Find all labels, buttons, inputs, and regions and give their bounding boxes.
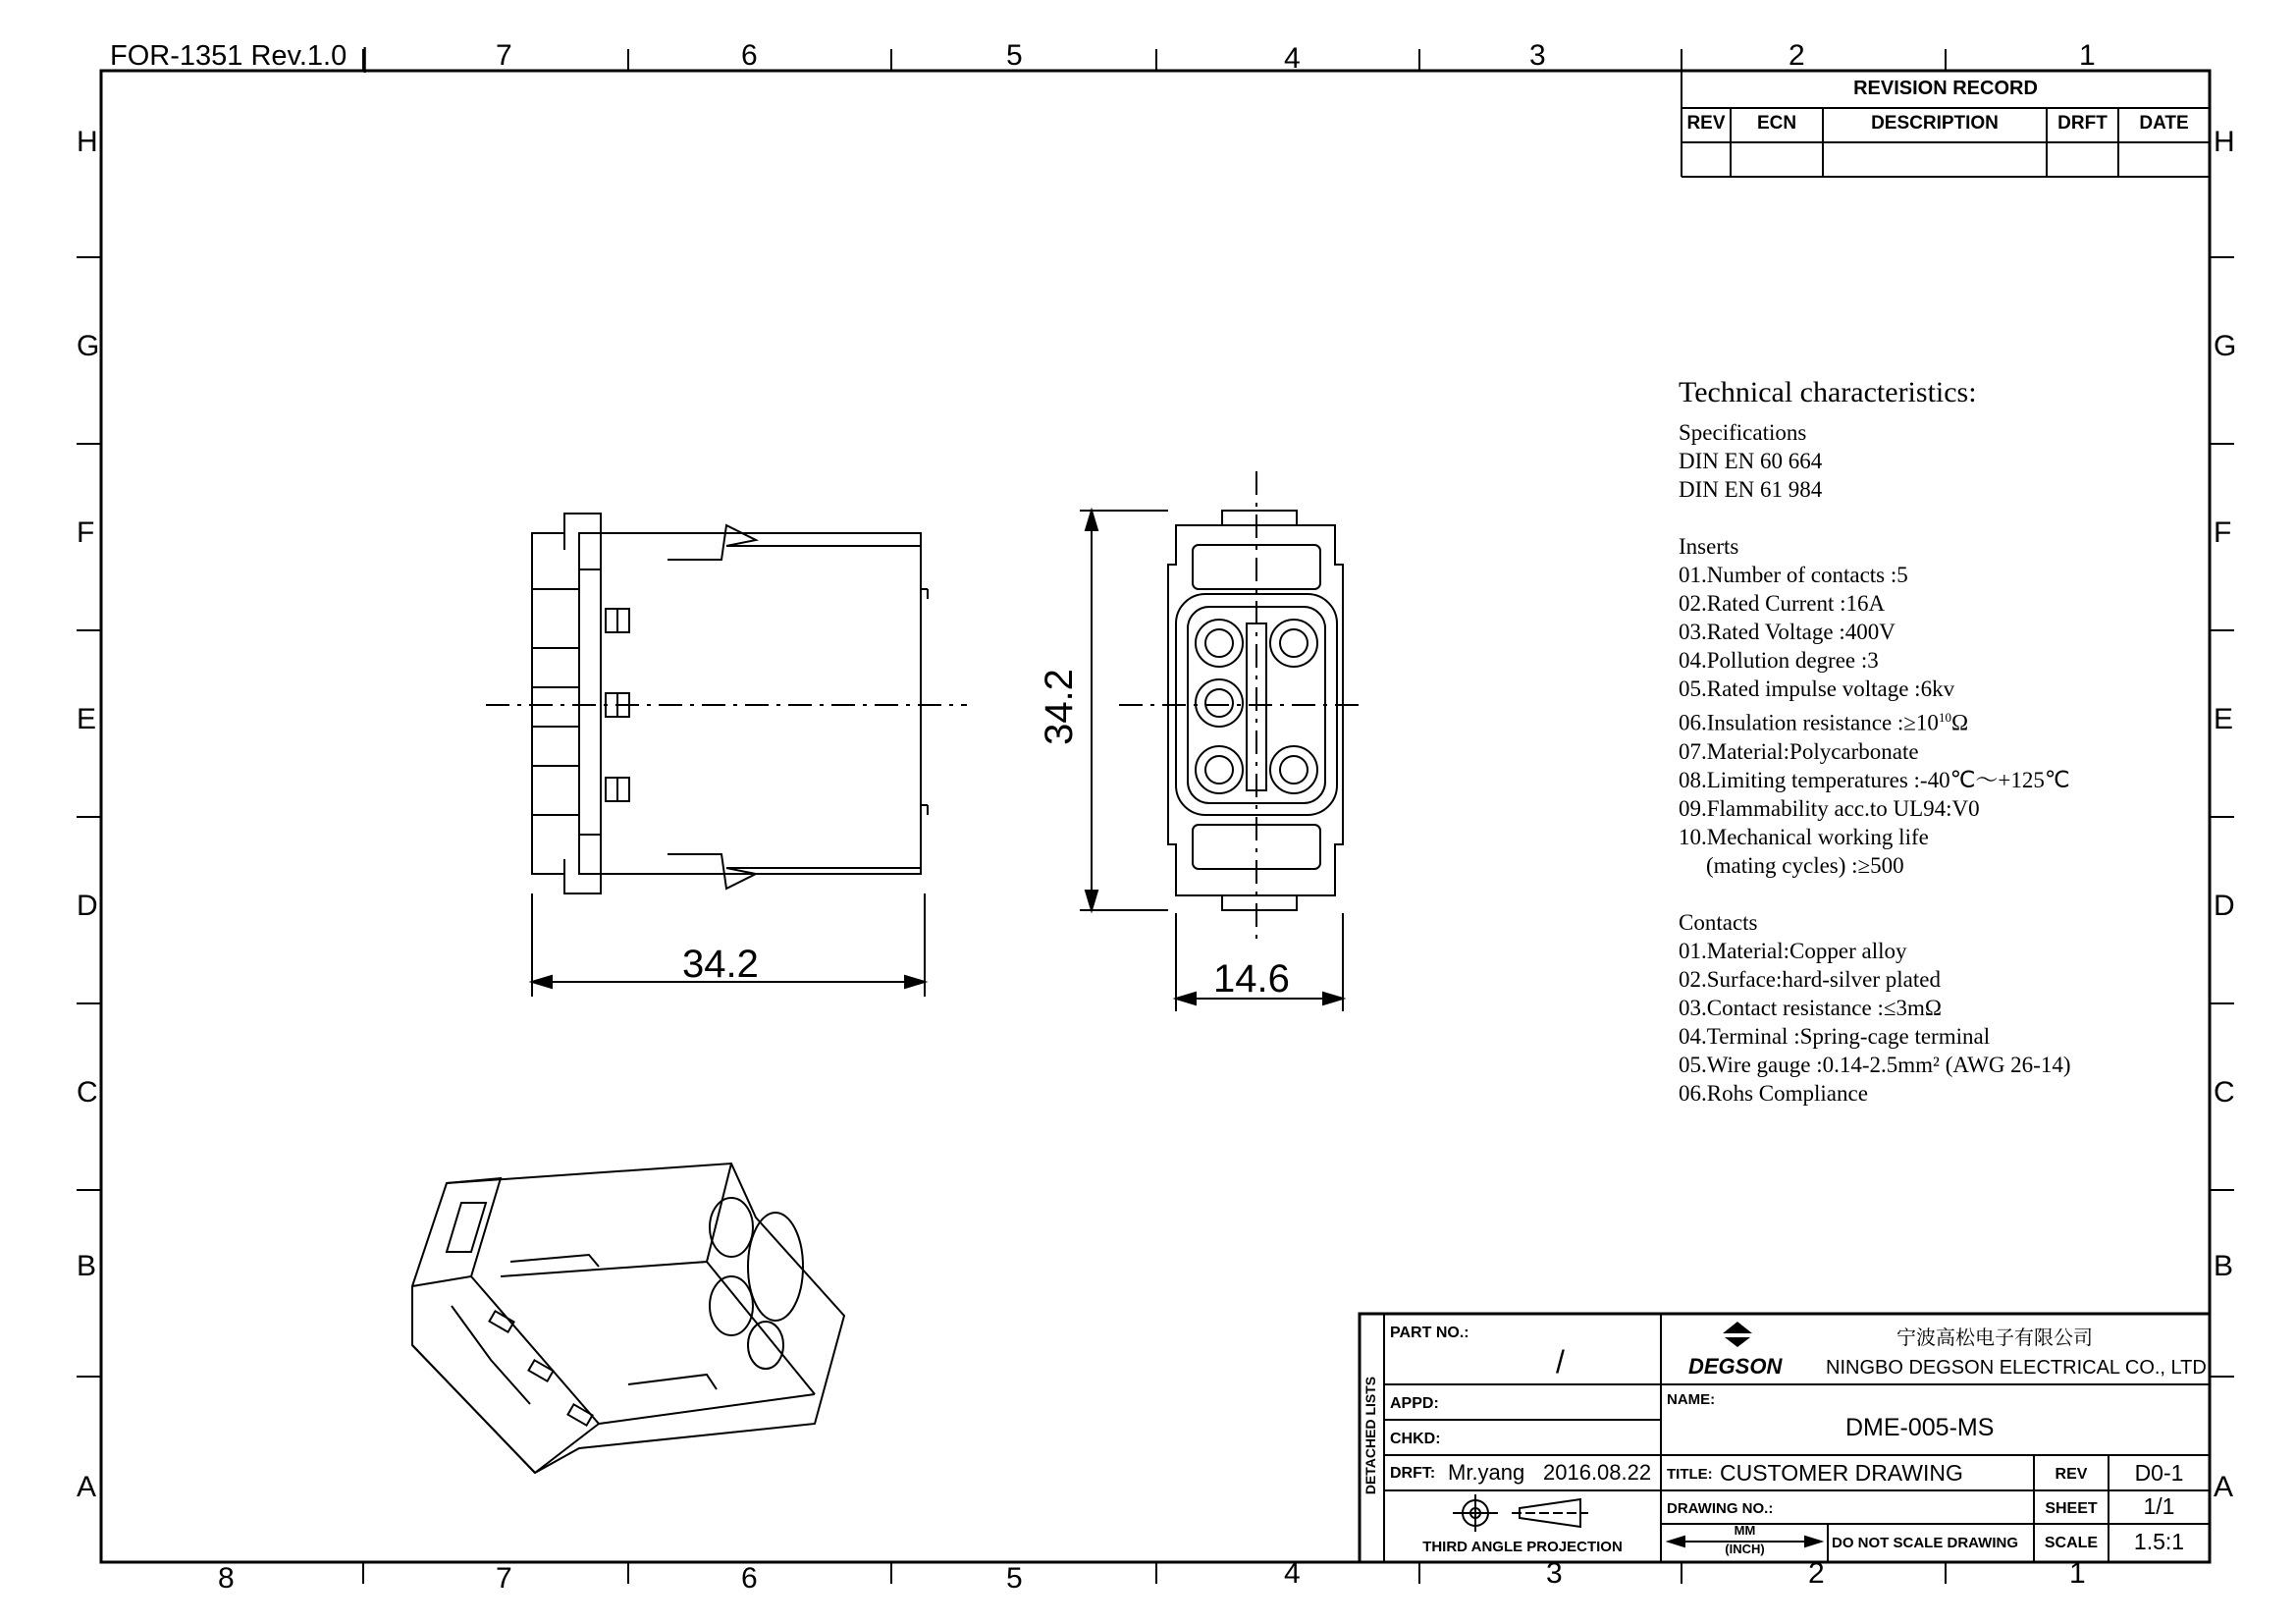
insulation-text: 06.Insulation resistance :≥10 (1679, 710, 1939, 735)
company-name-cn: 宁波高松电子有限公司 (1896, 1327, 2093, 1349)
contact-item: 05.Wire gauge :0.14-2.5mm² (AWG 26-14) (1679, 1052, 2071, 1077)
front-view (1119, 471, 1364, 943)
specifications-heading: Specifications (1679, 420, 1807, 445)
technical-characteristics (1679, 373, 2071, 1108)
units-inch: (INCH) (1725, 1542, 1765, 1556)
zone-row-right-E: E (2214, 703, 2234, 735)
zone-col-bottom-3: 3 (1546, 1557, 1563, 1590)
scale-value: 1.5:1 (2133, 1529, 2185, 1554)
zone-col-top-1: 1 (2079, 39, 2096, 72)
zone-row-left-F: F (77, 516, 95, 549)
zone-col-top-3: 3 (1529, 39, 1546, 72)
zone-row-right-G: G (2214, 330, 2237, 362)
projection-label: THIRD ANGLE PROJECTION (1422, 1539, 1623, 1555)
brand-name: DEGSON (1688, 1354, 1783, 1379)
insert-item: 05.Rated impulse voltage :6kv (1679, 677, 1955, 701)
sheet-label: SHEET (2045, 1500, 2098, 1517)
contact-item: 06.Rohs Compliance (1679, 1080, 1868, 1106)
units-mm: MM (1734, 1523, 1756, 1538)
zone-row-left-C: C (77, 1076, 98, 1109)
zone-row-right-H: H (2214, 126, 2235, 158)
insulation-exponent: 10 (1938, 710, 1951, 725)
zone-row-right-F: F (2214, 516, 2232, 549)
drft-date: 2016.08.22 (1543, 1460, 1652, 1485)
part-no-value: / (1556, 1344, 1565, 1380)
name-value: DME-005-MS (1845, 1414, 1995, 1441)
zone-col-top-6: 6 (741, 39, 758, 72)
zone-col-bottom-2: 2 (1808, 1557, 1825, 1590)
rev-header-description: DESCRIPTION (1871, 113, 1999, 134)
insert-item: 01.Number of contacts :5 (1679, 563, 1908, 587)
insulation-unit: Ω (1950, 710, 1969, 735)
rev-value: D0-1 (2134, 1460, 2184, 1486)
zone-row-right-B: B (2214, 1250, 2234, 1282)
zone-col-bottom-5: 5 (1006, 1562, 1023, 1595)
insert-item: 03.Rated Voltage :400V (1679, 620, 1896, 644)
rev-header-ecn: ECN (1756, 113, 1797, 134)
zone-col-bottom-6: 6 (741, 1562, 758, 1595)
do-not-scale-label: DO NOT SCALE DRAWING (1832, 1535, 2018, 1551)
zone-row-left-A: A (77, 1471, 97, 1503)
third-angle-projection-icon (1453, 1494, 1588, 1532)
contact-item: 04.Terminal :Spring-cage terminal (1679, 1023, 1991, 1049)
rev-header-drft: DRFT (2057, 113, 2108, 134)
zone-row-left-D: D (77, 890, 98, 922)
insert-item: 10.Mechanical working life (1679, 824, 1929, 849)
insert-item: 09.Flammability acc.to UL94:V0 (1679, 795, 1980, 821)
title-block-grid (1360, 1314, 2210, 1562)
rev-label: REV (2055, 1466, 2088, 1483)
sheet-value: 1/1 (2143, 1493, 2175, 1519)
rev-header-date: DATE (2139, 113, 2189, 134)
chkd-label: CHKD: (1390, 1431, 1441, 1447)
name-label: NAME: (1667, 1391, 1716, 1408)
zone-col-bottom-7: 7 (496, 1562, 512, 1595)
zone-row-left-H: H (77, 126, 98, 158)
zone-row-right-D: D (2214, 890, 2235, 922)
spec-item: DIN EN 60 664 (1679, 449, 1823, 473)
scale-label: SCALE (2044, 1535, 2099, 1551)
zone-col-top-7: 7 (496, 39, 512, 72)
contacts-section (1679, 908, 2071, 1108)
contacts-heading: Contacts (1679, 909, 1758, 935)
side-view (486, 514, 967, 893)
zone-row-right-A: A (2214, 1471, 2234, 1503)
contact-item: 03.Contact resistance :≤3mΩ (1679, 995, 1942, 1020)
zone-col-bottom-1: 1 (2069, 1557, 2086, 1590)
appd-label: APPD: (1390, 1395, 1439, 1412)
revision-record-title: REVISION RECORD (1853, 78, 2038, 99)
isometric-view (412, 1164, 844, 1473)
insert-item: 04.Pollution degree :3 (1679, 648, 1879, 673)
insert-item: 02.Rated Current :16A (1679, 591, 1886, 616)
insert-item: (mating cycles) :≥500 (1706, 852, 1904, 878)
zone-col-top-2: 2 (1789, 39, 1805, 72)
zone-col-top-4: 4 (1284, 42, 1301, 75)
drft-name: Mr.yang (1448, 1460, 1525, 1485)
form-id-divider: | (361, 42, 369, 73)
detached-lists-label: DETACHED LISTS (1362, 1376, 1378, 1495)
zone-col-bottom-4: 4 (1284, 1557, 1301, 1590)
spec-item: DIN EN 61 984 (1679, 477, 1823, 502)
zone-col-top-5: 5 (1006, 39, 1023, 72)
part-no-label: PART NO.: (1390, 1325, 1469, 1341)
title-label: TITLE: (1667, 1466, 1713, 1483)
company-name-en: NINGBO DEGSON ELECTRICAL CO., LTD (1826, 1357, 2207, 1379)
specifications-section (1679, 418, 2071, 504)
insert-item: 07.Material:Polycarbonate (1679, 738, 1919, 764)
rev-header-rev: REV (1686, 113, 1726, 134)
front-width-dimension-label: 14.6 (1213, 957, 1290, 1001)
insert-item: 08.Limiting temperatures :-40℃～+125℃ (1679, 767, 2070, 792)
side-width-dimension-label: 34.2 (682, 943, 759, 986)
title-value: CUSTOMER DRAWING (1720, 1460, 1963, 1486)
form-id: FOR-1351 Rev.1.0 (110, 40, 347, 72)
insert-item-insulation (1679, 703, 2071, 737)
drft-label: DRFT: (1390, 1465, 1436, 1482)
drawing-no-label: DRAWING NO.: (1667, 1500, 1774, 1517)
zone-row-left-E: E (77, 703, 97, 735)
front-height-dimension-label: 34.2 (1037, 669, 1081, 745)
contact-item: 01.Material:Copper alloy (1679, 938, 1907, 963)
inserts-heading: Inserts (1679, 534, 1739, 559)
zone-row-left-G: G (77, 330, 100, 362)
contact-item: 02.Surface:hard-silver plated (1679, 966, 1941, 992)
inserts-section (1679, 532, 2071, 880)
zone-row-left-B: B (77, 1250, 97, 1282)
technical-title: Technical characteristics: (1679, 376, 1977, 408)
zone-row-right-C: C (2214, 1076, 2235, 1109)
zone-col-bottom-8: 8 (218, 1562, 235, 1595)
degson-logo-icon (1723, 1322, 1752, 1347)
